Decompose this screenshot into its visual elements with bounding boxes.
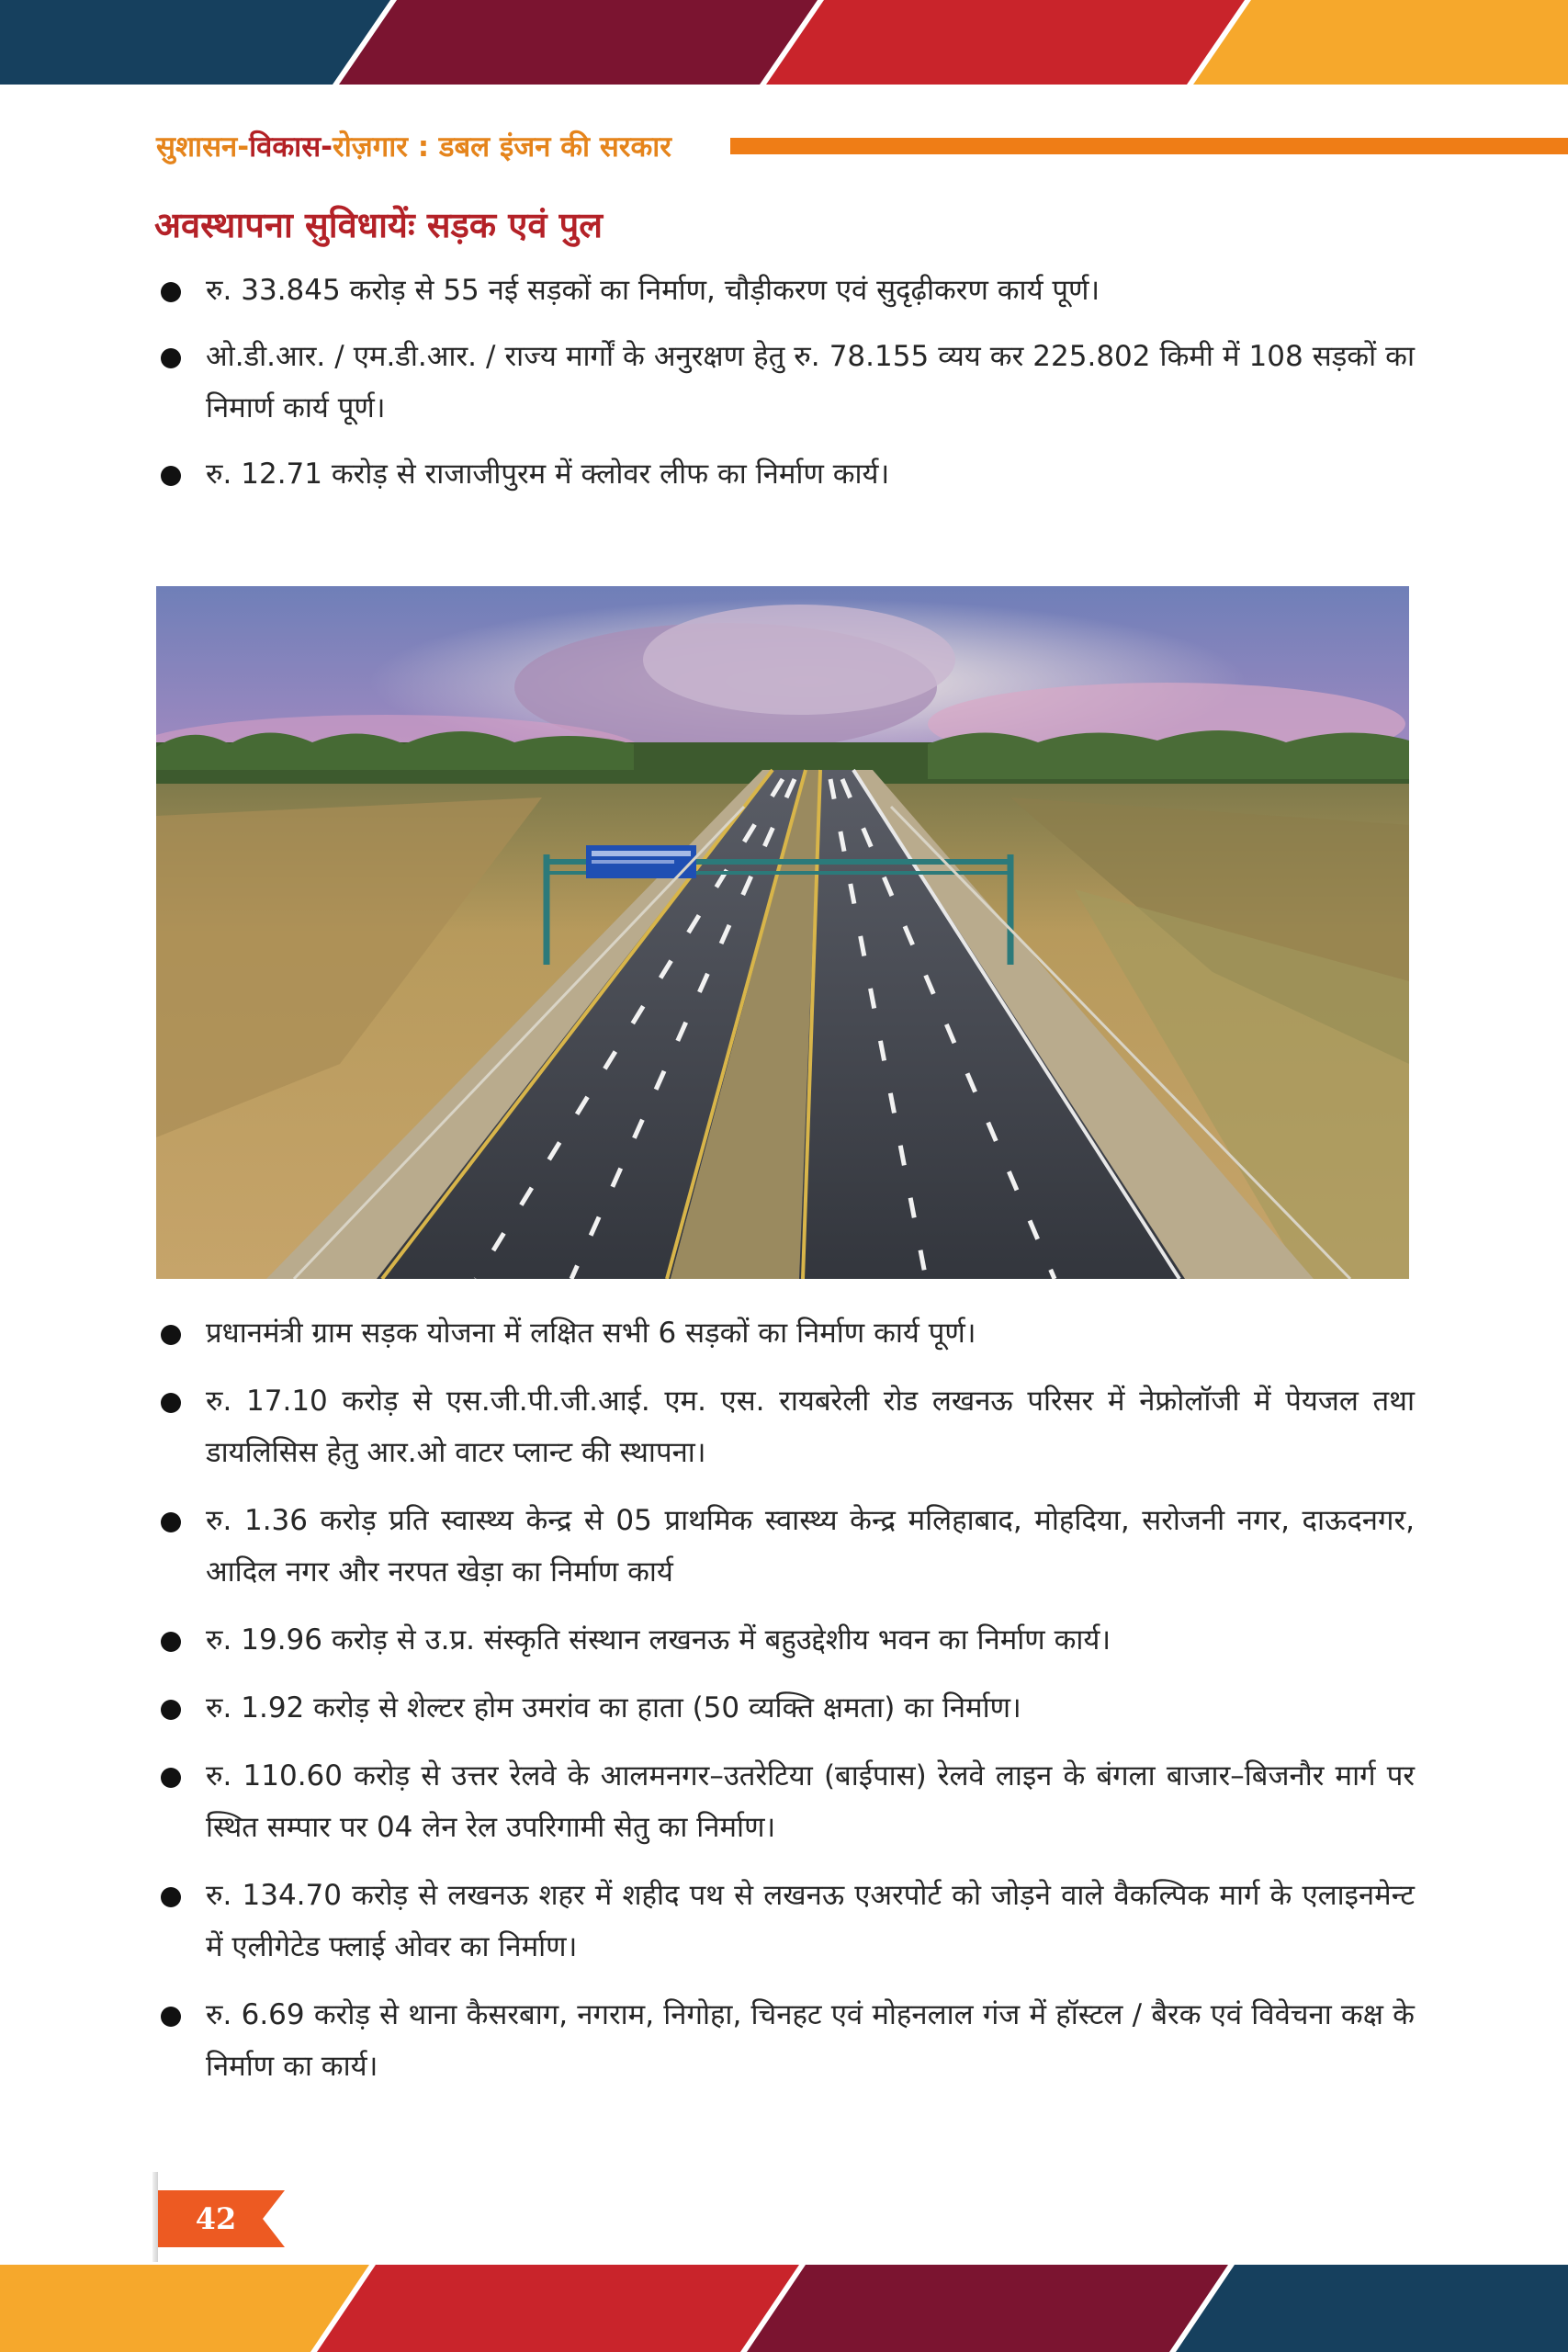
- running-header: [156, 127, 1415, 167]
- expressway-illustration: [156, 586, 1409, 1279]
- header-rule: [730, 138, 1568, 154]
- list-item-text: रु. 12.71 करोड़ से राजाजीपुरम में क्लोवर लीफ का निर्माण कार्य।: [206, 458, 890, 491]
- bullet-icon: [161, 1632, 181, 1652]
- list-item: [154, 1307, 1415, 1359]
- list-item-text: रु. 17.10 करोड़ से एस.जी.पी.जी.आई. एम. एस. रायबरेली रोड लखनऊ परिसर में नेफ्रोलॉजी में पेयजल तथा डायलिसिस हेतु आर.ओ वाटर प्लान्ट की स्थापना।: [206, 1385, 1415, 1469]
- bullet-icon: [161, 1512, 181, 1532]
- list-item: [154, 448, 1415, 500]
- bullet-icon: [161, 1768, 181, 1788]
- page-number-tab: [158, 2190, 285, 2247]
- bottom-decorative-band: [0, 2265, 1568, 2352]
- list-item-text: रु. 1.36 करोड़ प्रति स्वास्थ्य केन्द्र से 05 प्राथमिक स्वास्थ्य केन्द्र मलिहाबाद, मोहदिया, सरोजनी नगर, दाऊदनगर, आदिल नगर और नरपत खेड़ा का निर्माण कार्य: [206, 1504, 1415, 1589]
- bullet-icon: [161, 348, 181, 368]
- bullet-icon: [161, 1700, 181, 1720]
- bullet-icon: [161, 282, 181, 302]
- list-item-text: रु. 6.69 करोड़ से थाना कैसरबाग, नगराम, निगोहा, चिनहट एवं मोहनलाल गंज में हॉस्टल / बैरक एवं विवेचना कक्ष के निर्माण का कार्य।: [206, 1998, 1415, 2083]
- header-title-part-3: रोज़गार : डबल इंजन की सरकार: [333, 130, 671, 164]
- list-item: [154, 1750, 1415, 1853]
- header-title-part-1: सुशासन-: [156, 130, 250, 164]
- bullet-icon: [161, 1393, 181, 1413]
- bullet-icon: [161, 1325, 181, 1345]
- top-decorative-band: [0, 0, 1568, 85]
- page-number: 42: [195, 2201, 237, 2236]
- list-item-text: ओ.डी.आर. / एम.डी.आर. / राज्य मार्गों के अनुरक्षण हेतु रु. 78.155 व्यय कर 225.802 किमी में 108 सड़कों का निमार्ण कार्य पूर्ण।: [206, 340, 1415, 424]
- list-item: [154, 1614, 1415, 1666]
- bullet-list-bottom: [154, 1307, 1415, 2109]
- list-item: [154, 265, 1415, 316]
- list-item-text: रु. 1.92 करोड़ से शेल्टर होम उमरांव का हाता (50 व्यक्ति क्षमता) का निर्माण।: [206, 1691, 1021, 1724]
- expressway-photo: [156, 586, 1409, 1279]
- bullet-icon: [161, 1887, 181, 1907]
- list-item: [154, 1870, 1415, 1973]
- list-item: [154, 1989, 1415, 2092]
- list-item-text: रु. 33.845 करोड़ से 55 नई सड़कों का निर्माण, चौड़ीकरण एवं सुदृढ़ीकरण कार्य पूर्ण।: [206, 274, 1100, 307]
- bullet-list-top: [154, 265, 1415, 514]
- list-item-text: रु. 134.70 करोड़ से लखनऊ शहर में शहीद पथ से लखनऊ एअरपोर्ट को जोड़ने वाले वैकल्पिक मार्ग के एलाइनमेन्ट में एलीगेटेड फ्लाई ओवर का निर्माण।: [206, 1879, 1415, 1963]
- header-title: [156, 127, 671, 167]
- section-title: अवस्थापना सुविधायेंः सड़क एवं पुल: [154, 205, 604, 245]
- list-item: [154, 1375, 1415, 1478]
- bullet-icon: [161, 466, 181, 486]
- header-title-part-2: विकास-: [249, 130, 333, 164]
- list-item: [154, 1495, 1415, 1598]
- list-item: [154, 1682, 1415, 1734]
- list-item-text: प्रधानमंत्री ग्राम सड़क योजना में लक्षित सभी 6 सड़कों का निर्माण कार्य पूर्ण।: [206, 1317, 976, 1350]
- list-item-text: रु. 19.96 करोड़ से उ.प्र. संस्कृति संस्थान लखनऊ में बहुउद्देशीय भवन का निर्माण कार्य।: [206, 1623, 1111, 1657]
- list-item: [154, 331, 1415, 434]
- list-item-text: रु. 110.60 करोड़ से उत्तर रेलवे के आलमनगर–उतरेटिया (बाईपास) रेलवे लाइन के बंगला बाजार–बिजनौर मार्ग पर स्थित सम्पार पर 04 लेन रेल उपरिगामी सेतु का निर्माण।: [206, 1759, 1415, 1844]
- bullet-icon: [161, 2007, 181, 2027]
